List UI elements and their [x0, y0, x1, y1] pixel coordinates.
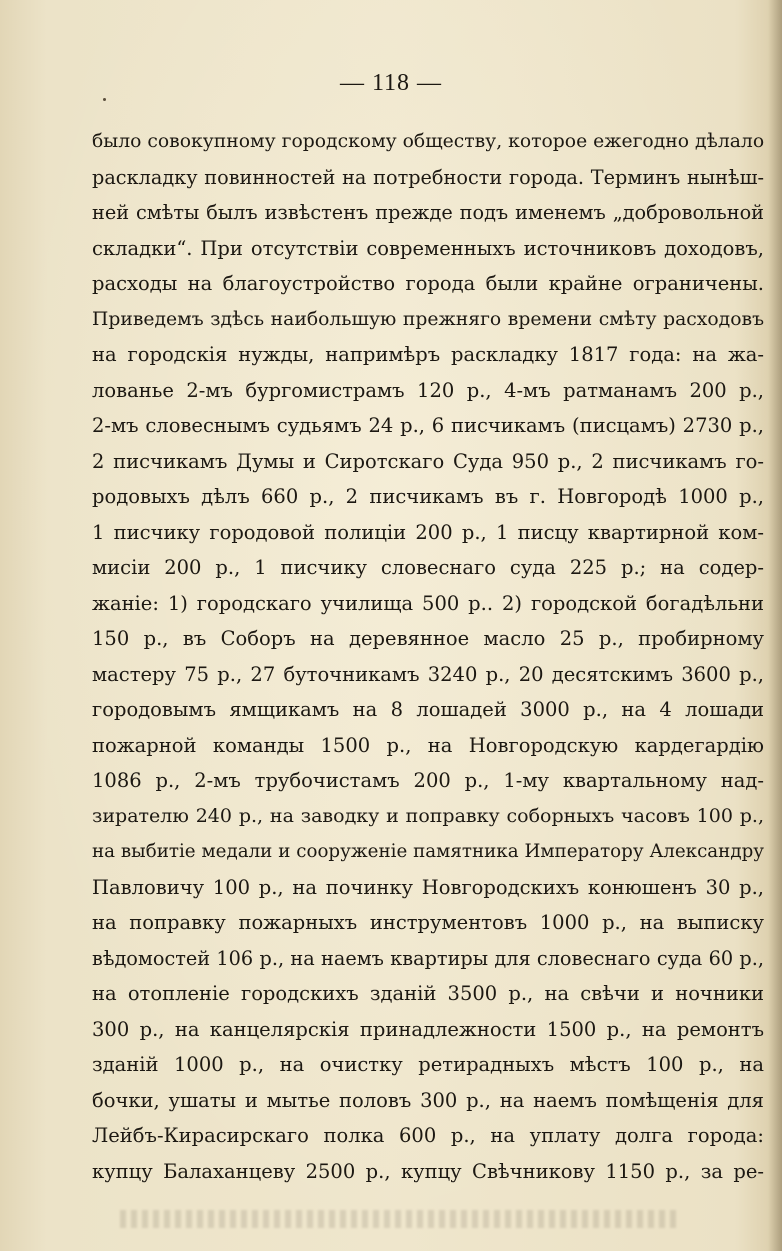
text-line: было совокупному городскому обществу, которое ежегодно дѣлало [92, 131, 764, 152]
text-line: ней смѣты былъ извѣстенъ прежде подъ именемъ „добровольной [92, 201, 764, 224]
text-line: купцу Балаханцеву 2500 р., купцу Свѣчникову 1150 р., за ре- [92, 1159, 764, 1183]
text-line: складки“. При отсутствіи современныхъ источниковъ доходовъ, [92, 236, 764, 260]
text-line: мисіи 200 р., 1 писчику словеснаго суда 225 р.; на содер- [92, 556, 764, 579]
text-line: на отопленіе городскихъ зданій 3500 р., на свѣчи и ночники [92, 982, 764, 1005]
text-line: городовымъ ямщикамъ на 8 лошадей 3000 р., на 4 лошади [92, 698, 764, 721]
text-line: зданій 1000 р., на очистку ретирадныхъ мѣстъ 100 р., на [92, 1053, 764, 1076]
text-line: Приведемъ здѣсь наибольшую прежняго времени смѣту расходовъ [92, 308, 764, 330]
text-line: 2 писчикамъ Думы и Сиротскаго Суда 950 р., 2 писчикамъ го- [92, 449, 764, 473]
text-line: 300 р., на канцелярскія принадлежности 1500 р., на ремонтъ [92, 1017, 764, 1041]
text-line: пожарной команды 1500 р., на Новгородскую кардегардію [92, 733, 764, 757]
body-text [92, 124, 764, 1189]
text-line: на городскія нужды, напримѣръ раскладку 1817 года: на жа- [92, 343, 764, 366]
text-line: на выбитіе медали и сооруженіе памятника Императору Александру [92, 841, 764, 862]
text-line: лованье 2-мъ бургомистрамъ 120 р., 4-мъ ратманамъ 200 р., [92, 378, 764, 402]
text-line: родовыхъ дѣлъ 660 р., 2 писчикамъ въ г. Новгородѣ 1000 р., [92, 485, 764, 508]
text-line: раскладку повинностей на потребности города. Терминъ нынѣш- [92, 165, 764, 189]
text-line: 2-мъ словеснымъ судьямъ 24 р., 6 писчикамъ (писцамъ) 2730 р., [92, 414, 764, 437]
page-edge-shadow [768, 0, 782, 1251]
show-through-bleed [120, 1210, 680, 1228]
text-line: 1 писчику городовой полиціи 200 р., 1 писцу квартирной ком- [92, 520, 764, 544]
text-line: бочки, ушаты и мытье половъ 300 р., на наемъ помѣщенія для [92, 1088, 764, 1112]
print-speck [103, 98, 106, 101]
text-line: расходы на благоустройство города были крайне ограничены. [92, 272, 764, 295]
text-line: мастеру 75 р., 27 буточникамъ 3240 р., 20 десятскимъ 3600 р., [92, 662, 764, 686]
text-line: 1086 р., 2-мъ трубочистамъ 200 р., 1-му квартальному над- [92, 769, 764, 792]
text-line: вѣдомостей 106 р., на наемъ квартиры для словеснаго суда 60 р., [92, 946, 764, 970]
text-line: жаніе: 1) городскаго училища 500 р.. 2) городской богадѣльни [92, 591, 764, 615]
text-line: Лейбъ-Кирасирскаго полка 600 р., на уплату долга города: [92, 1124, 764, 1147]
text-line: 150 р., въ Соборъ на деревянное масло 25 р., пробирному [92, 627, 764, 650]
text-line: зирателю 240 р., на заводку и поправку соборныхъ часовъ 100 р., [92, 804, 764, 827]
text-line: Павловичу 100 р., на починку Новгородскихъ конюшенъ 30 р., [92, 875, 764, 899]
page-number: — 118 — [339, 70, 443, 96]
text-line: на поправку пожарныхъ инструментовъ 1000 р., на выписку [92, 911, 764, 934]
